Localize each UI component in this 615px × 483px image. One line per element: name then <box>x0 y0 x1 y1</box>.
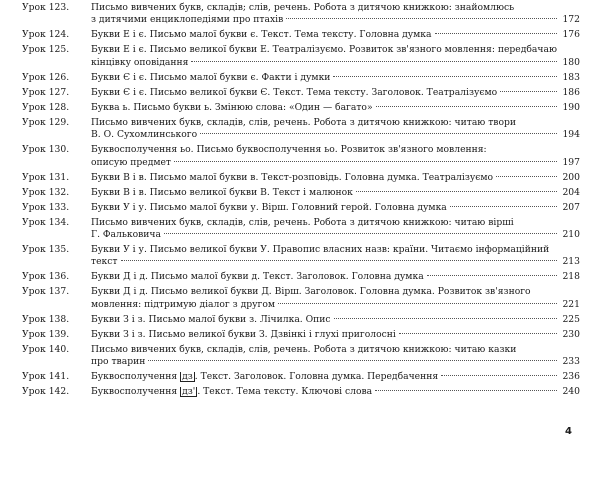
lesson-title-line: Буквосполучення ьо. Письмо буквосполучення ьо. Розвиток зв'язного мовлення: <box>91 144 487 156</box>
lesson-number: Урок 141. <box>22 371 70 383</box>
lesson-number: Урок 131. <box>22 171 70 183</box>
lesson-title-line: Письмо вивчених букв, складів; слів, речень. Робота з дитячою книжкою: знайомлюсь <box>91 2 515 13</box>
lesson-title-line: Письмо вивчених букв, складів, слів, речень. Робота з дитячою книжкою: читаю твори <box>91 116 517 128</box>
lesson-number: Урок 123. <box>22 2 70 13</box>
page-ref: 207 <box>562 201 580 213</box>
lesson-title-last-line <box>91 371 580 383</box>
lesson-number: Урок 128. <box>22 101 70 113</box>
page-ref: 218 <box>562 271 580 283</box>
lesson-title-line: Букви З і з. Письмо великої букви З. Дзвінкі і глухі приголосні <box>91 328 396 340</box>
lesson-title <box>91 102 582 114</box>
lesson-title <box>91 286 582 311</box>
lesson-number: Урок 139. <box>22 328 70 340</box>
toc-entry <box>22 102 582 114</box>
lesson-number: Урок 125. <box>22 44 70 56</box>
lesson-title-line: текст <box>91 256 118 268</box>
dot-leader <box>334 318 557 319</box>
lesson-title-last-line <box>91 299 580 311</box>
lesson-title <box>91 187 582 199</box>
dot-leader <box>500 91 557 92</box>
page-ref: 176 <box>562 29 580 41</box>
lesson-title-line: Букви У і у. Письмо великої букви У. Правопис власних назв: країни. Читаємо інформаційний <box>91 244 550 256</box>
page-ref: 180 <box>562 56 580 68</box>
toc-entry <box>22 87 582 99</box>
toc-entry <box>22 29 582 41</box>
page-ref: 233 <box>562 356 580 368</box>
toc-entry <box>22 44 582 69</box>
lesson-title-line: Букви Д і д. Письмо великої букви Д. Вірш. Заголовок. Головна думка. Розвиток зв'язного <box>91 286 531 298</box>
lesson-title <box>91 271 582 283</box>
lesson-title <box>91 314 582 326</box>
toc-entry <box>22 371 582 383</box>
dot-leader <box>174 161 557 162</box>
dot-leader <box>164 233 557 234</box>
lesson-title-line: Букви Д і д. Письмо малої букви д. Текст. Заголовок. Головна думка <box>91 271 424 283</box>
lesson-title-last-line <box>91 271 580 283</box>
page-ref: 183 <box>562 71 580 83</box>
lesson-title <box>91 244 582 269</box>
lesson-title-line: Буква ь. Письмо букви ь. Змінюю слова: «Один — багато» <box>91 101 373 113</box>
lesson-title-last-line <box>91 129 580 141</box>
toc-entry <box>22 202 582 214</box>
lesson-title <box>91 87 582 99</box>
dot-leader <box>441 375 557 376</box>
page-ref: 200 <box>562 171 580 183</box>
lesson-title-line: Букви З і з. Письмо малої букви з. Лічилка. Опис <box>91 313 331 325</box>
lesson-number: Урок 132. <box>22 186 70 198</box>
lesson-title-last-line <box>91 102 580 114</box>
lesson-title-line: В. О. Сухомлинського <box>91 129 198 141</box>
sound-mark: дз' <box>182 386 196 398</box>
sound-mark: дз <box>182 371 193 383</box>
lesson-title <box>91 217 582 242</box>
page-ref: 225 <box>562 313 580 325</box>
lesson-title-last-line <box>91 14 580 26</box>
dot-leader <box>121 260 558 261</box>
toc-entry <box>22 117 582 142</box>
lesson-number: Урок 138. <box>22 313 70 325</box>
lesson-number: Урок 135. <box>22 244 70 256</box>
lesson-title-last-line <box>91 329 580 341</box>
page-ref: 194 <box>562 129 580 141</box>
lesson-title-last-line <box>91 29 580 41</box>
lesson-title <box>91 144 582 169</box>
page-number: 4 <box>565 426 572 437</box>
lesson-title-last-line <box>91 314 580 326</box>
lesson-title-last-line <box>91 202 580 214</box>
lesson-title <box>91 329 582 341</box>
lesson-title-line: про тварин <box>91 356 146 368</box>
lesson-title-last-line <box>91 229 580 241</box>
toc-entry <box>22 72 582 84</box>
lesson-title-last-line <box>91 172 580 184</box>
lesson-title-line: Письмо вивчених букв, складів, слів, речень. Робота з дитячою книжкою: читаю вірші <box>91 216 514 228</box>
toc-entry <box>22 144 582 169</box>
lesson-title <box>91 72 582 84</box>
lesson-title-last-line <box>91 256 580 268</box>
lesson-title-last-line <box>91 356 580 368</box>
toc-entry <box>22 329 582 341</box>
dot-leader <box>278 303 557 304</box>
lesson-title-last-line <box>91 157 580 169</box>
lesson-title-line: Букви В і в. Письмо великої букви В. Текст і малюнок <box>91 186 353 198</box>
lesson-title-line: описую предмет <box>91 156 172 168</box>
lesson-title-last-line <box>91 386 580 398</box>
dot-leader <box>191 61 557 62</box>
lesson-number: Урок 130. <box>22 144 70 156</box>
lesson-number: Урок 124. <box>22 29 70 41</box>
toc-entry <box>22 2 582 27</box>
toc-entry <box>22 217 582 242</box>
toc-entry <box>22 344 582 369</box>
lesson-title-line: Букви Е і є. Письмо малої букви є. Текст. Тема тексту. Головна думка <box>91 29 432 41</box>
lesson-title-pre: Буквосполучення <box>91 386 181 398</box>
dot-leader <box>200 133 557 134</box>
dot-leader <box>376 106 557 107</box>
dot-leader <box>286 18 557 19</box>
dot-leader <box>375 390 557 391</box>
lesson-title-line: кінцівку оповідання <box>91 56 189 68</box>
dot-leader <box>356 191 557 192</box>
dot-leader <box>399 333 557 334</box>
lesson-number: Урок 142. <box>22 386 70 398</box>
page-ref: 204 <box>562 186 580 198</box>
lesson-title-last-line <box>91 87 580 99</box>
lesson-title <box>91 344 582 369</box>
lesson-title <box>91 202 582 214</box>
table-of-contents <box>22 2 582 401</box>
lesson-title-last-line <box>91 72 580 84</box>
lesson-title-line: Письмо вивчених букв, складів, слів, речень. Робота з дитячою книжкою: читаю казки <box>91 343 517 355</box>
lesson-number: Урок 134. <box>22 216 70 228</box>
dot-leader <box>450 206 557 207</box>
lesson-title-post: . Текст. Тема тексту. Ключові слова <box>197 386 373 398</box>
toc-entry <box>22 271 582 283</box>
toc-entry <box>22 386 582 398</box>
lesson-title-line: Букви Є і є. Письмо малої букви є. Факти і думки <box>91 71 331 83</box>
page-ref: 197 <box>562 156 580 168</box>
dot-leader <box>333 76 557 77</box>
page-ref: 240 <box>562 386 580 398</box>
lesson-title <box>91 386 582 398</box>
page-ref: 190 <box>562 101 580 113</box>
lesson-title-pre: Буквосполучення <box>91 371 181 383</box>
lesson-number: Урок 137. <box>22 286 70 298</box>
lesson-title <box>91 172 582 184</box>
lesson-title-line: Букви Є і є. Письмо великої букви Є. Текст. Тема тексту. Заголовок. Театралізуємо <box>91 86 498 98</box>
page-ref: 221 <box>562 298 580 310</box>
lesson-title <box>91 44 582 69</box>
page-ref: 172 <box>562 14 580 26</box>
lesson-title <box>91 29 582 41</box>
lesson-number: Урок 126. <box>22 71 70 83</box>
lesson-title-line: Г. Фальковича <box>91 229 161 241</box>
lesson-title-line <box>91 371 438 383</box>
lesson-title <box>91 2 582 27</box>
toc-entry <box>22 172 582 184</box>
lesson-title-post: . Текст. Заголовок. Головна думка. Передбачення <box>194 371 439 383</box>
lesson-title-line: Букви В і в. Письмо малої букви в. Текст-розповідь. Головна думка. Театралізуємо <box>91 171 494 183</box>
lesson-title-line <box>91 386 372 398</box>
lesson-title <box>91 117 582 142</box>
toc-entry <box>22 314 582 326</box>
toc-entry <box>22 244 582 269</box>
toc-entry <box>22 187 582 199</box>
toc-entry <box>22 286 582 311</box>
lesson-title-line: з дитячими енциклопедіями про птахів <box>91 14 284 26</box>
page-ref: 213 <box>562 256 580 268</box>
page-ref: 186 <box>562 86 580 98</box>
lesson-number: Урок 127. <box>22 86 70 98</box>
page-ref: 210 <box>562 229 580 241</box>
lesson-title-last-line <box>91 187 580 199</box>
lesson-title-line: Букви У і у. Письмо малої букви у. Вірш. Головний герой. Головна думка <box>91 201 447 213</box>
lesson-number: Урок 133. <box>22 201 70 213</box>
lesson-title-line: Букви Е і є. Письмо великої букви Е. Театралізуємо. Розвиток зв'язного мовлення: передбачаю <box>91 44 557 56</box>
lesson-title <box>91 371 582 383</box>
dot-leader <box>427 275 557 276</box>
dot-leader <box>496 176 557 177</box>
lesson-title-last-line <box>91 57 580 69</box>
dot-leader <box>148 360 557 361</box>
lesson-number: Урок 140. <box>22 343 70 355</box>
page-ref: 236 <box>562 371 580 383</box>
lesson-title-line: мовлення: підтримую діалог з другом <box>91 298 276 310</box>
dot-leader <box>435 33 557 34</box>
lesson-number: Урок 136. <box>22 271 70 283</box>
lesson-number: Урок 129. <box>22 116 70 128</box>
page-ref: 230 <box>562 328 580 340</box>
